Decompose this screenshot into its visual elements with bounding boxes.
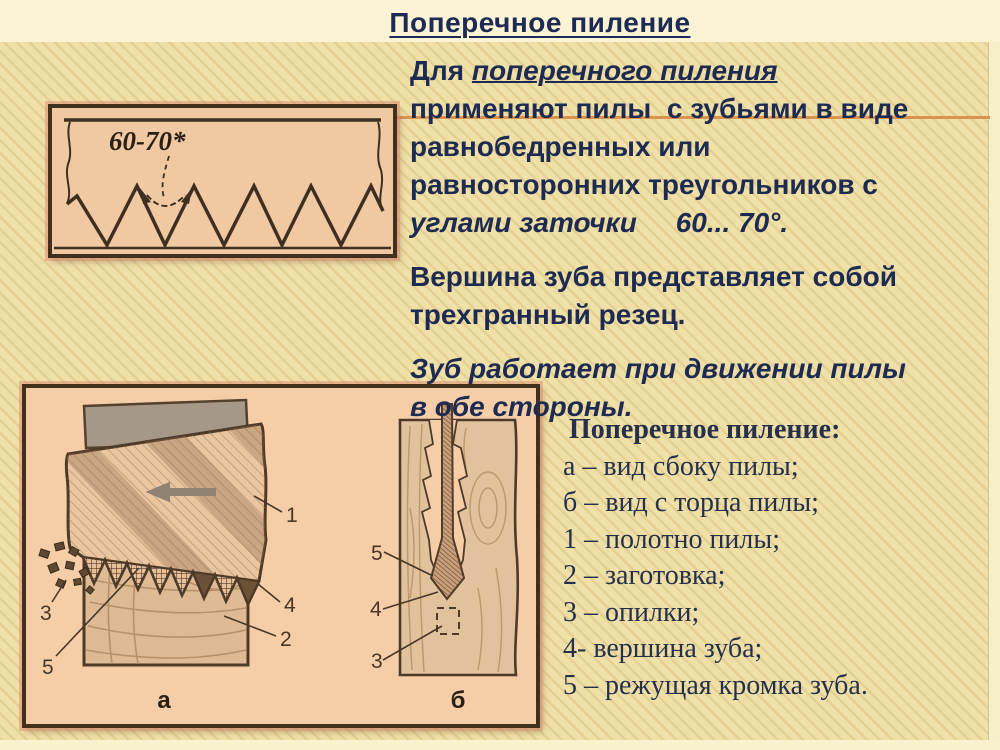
legend-item: 4- вершина зуба; [563, 633, 763, 664]
text-run: Для [410, 55, 472, 86]
text-line [410, 52, 990, 90]
page-title: Поперечное пиление [389, 7, 691, 38]
legend-item: а – вид сбоку пилы; [563, 450, 799, 482]
text-run: трехгранный резец. [410, 299, 686, 330]
text-line [410, 204, 990, 242]
angle-arc [147, 195, 185, 206]
text-line [410, 90, 990, 128]
label-tooth-tip-b: 4 [370, 598, 382, 621]
view-b-end [370, 404, 518, 714]
text-run: равнобедренных или [410, 131, 711, 162]
caption-view-b: б [450, 687, 466, 714]
label-cutting-edge: 5 [42, 656, 54, 679]
paragraph-tooth-tip [410, 258, 990, 334]
legend-item: 2 – заготовка; [563, 560, 726, 591]
saw-teeth-angle-drawing [52, 108, 393, 254]
caption-view-a: а [157, 687, 171, 714]
text-run: 60... 70°. [675, 207, 789, 238]
text-run: в обе стороны. [410, 391, 633, 422]
text-run: Вершина зуба представляет собой [410, 261, 897, 292]
label-tooth-tip: 4 [284, 594, 296, 617]
text-run: Зуб работает при движении пилы [410, 353, 906, 384]
legend-block [563, 412, 995, 704]
legend-item: 3 – опилки; [563, 596, 700, 628]
paragraph-saw-type [410, 52, 990, 242]
label-sawdust: 3 [40, 602, 52, 625]
text-line [410, 350, 990, 388]
legend-item: б – вид с торца пилы; [563, 487, 819, 518]
blade-left-break-line [67, 122, 70, 204]
text-run: применяют пилы с зубьями в виде [410, 93, 909, 124]
saw-teeth-zigzag [67, 186, 383, 245]
angle-leader-line [163, 156, 169, 198]
label-blade: 1 [286, 504, 298, 527]
text-line [410, 258, 990, 296]
saw-teeth-angle-panel [48, 104, 397, 258]
main-text-block [410, 52, 990, 442]
text-run: углами заточки [410, 207, 637, 238]
legend-items [563, 449, 995, 705]
blade-right-break-line [378, 122, 383, 211]
legend-item: 1 – полотно пилы; [563, 523, 780, 555]
view-a-side [39, 398, 356, 714]
angle-value-label: 60-70* [109, 126, 186, 156]
legend-heading: Поперечное пиление: [569, 414, 841, 445]
background-bottom-band [0, 740, 1000, 750]
text-line [410, 296, 990, 334]
text-run: равносторонних треугольников с [410, 169, 878, 200]
arc-arrowhead-left [140, 188, 151, 204]
label-workpiece: 2 [280, 628, 292, 651]
text-line [410, 128, 990, 166]
label-cutting-edge-b: 5 [371, 542, 383, 565]
label-kerf-bottom-b: 3 [371, 650, 383, 673]
text-run [637, 207, 676, 238]
legend-item: 5 – режущая кромка зуба. [563, 669, 868, 701]
text-run: поперечного пиления [471, 55, 778, 86]
arc-arrowhead-right [181, 188, 192, 204]
text-line [410, 166, 990, 204]
